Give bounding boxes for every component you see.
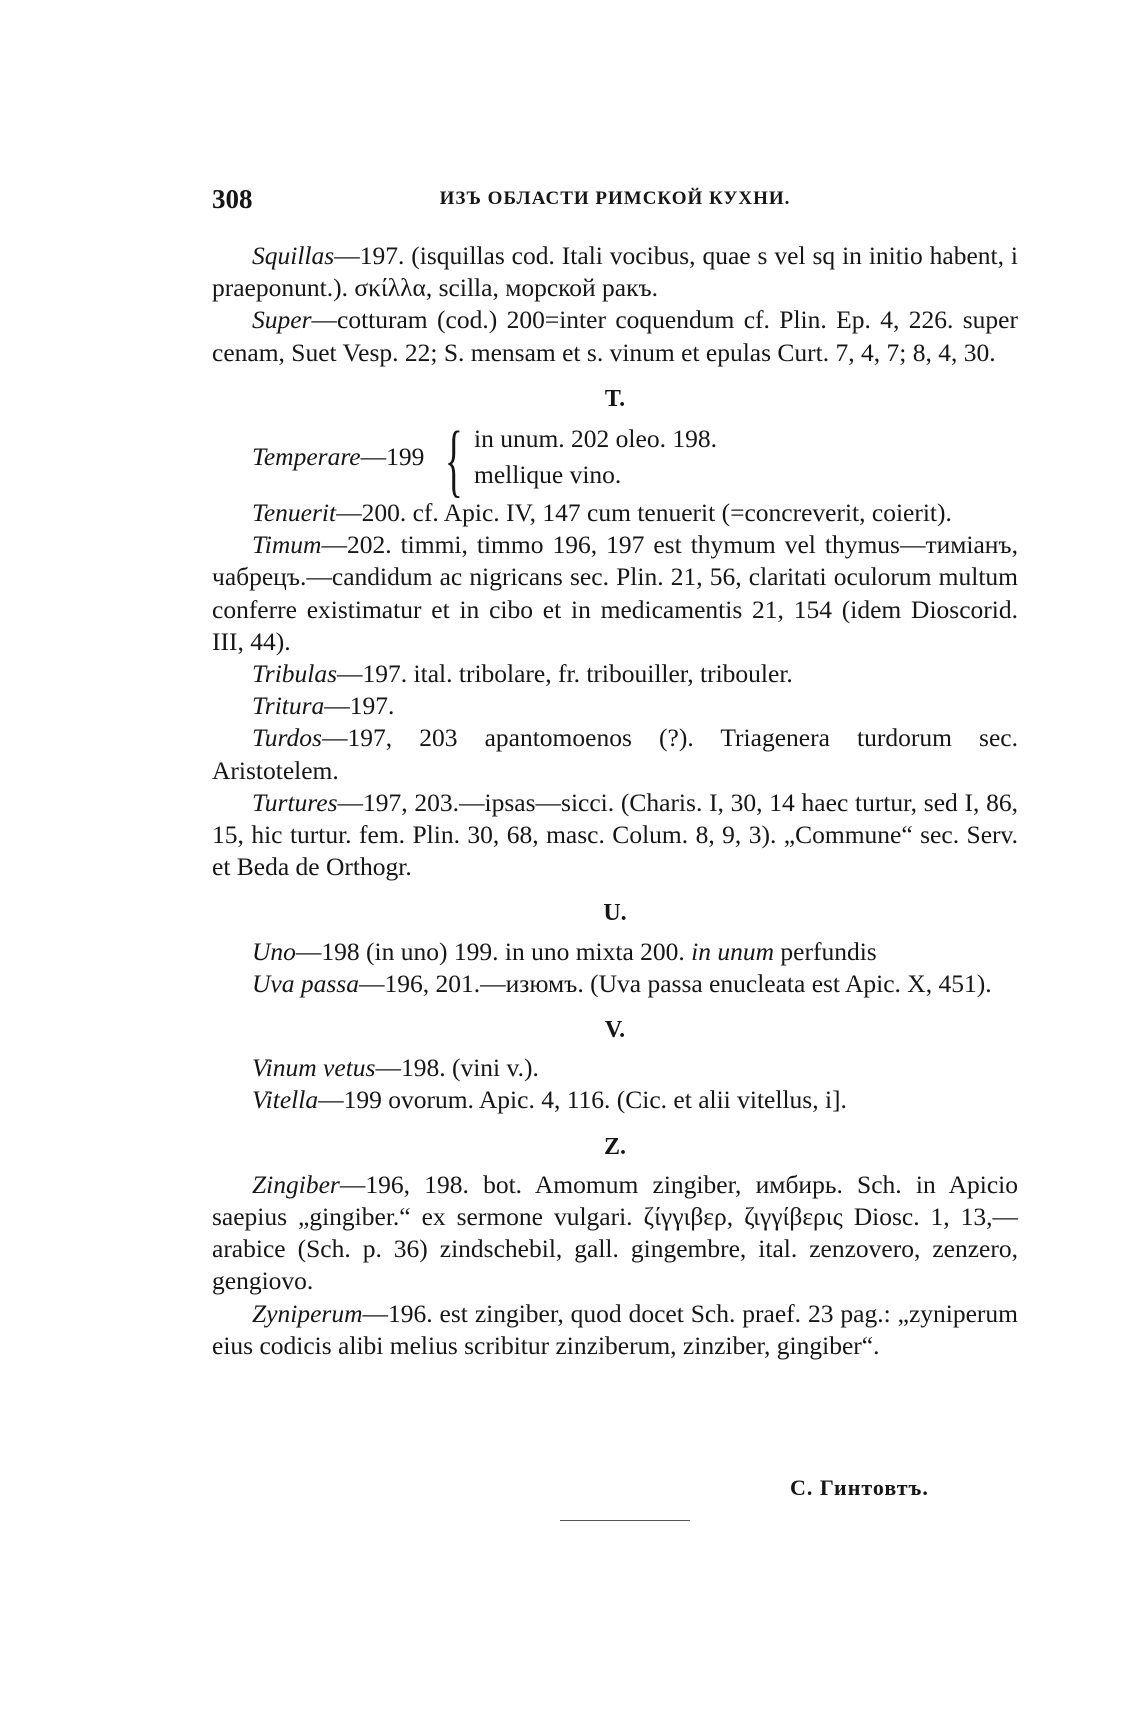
entry-lemma: Zingiber — [252, 1169, 340, 1199]
entry-text: —200. cf. Apic. IV, 147 cum tenuerit (=concreverit, coierit). — [336, 498, 952, 528]
page-header — [212, 184, 1018, 216]
entry-vitella — [212, 1084, 1018, 1116]
author-signature: С. Гинтовтъ. — [790, 1475, 929, 1500]
entry-text: —cotturam (cod.) 200=inter coquendum cf. Plin. Ep. 4, 226. super cenam, Suet Vesp. 22; S. mensam et s. vinum et epulas Curt. 7, 4, 7; 8, 4, 30. — [212, 305, 1018, 367]
entry-text: —199 ovorum. Apic. 4, 116. (Cic. et alii vitellus, i]. — [318, 1085, 847, 1115]
entry-uva-passa — [212, 968, 1018, 1000]
entry-tenuerit — [212, 497, 1018, 529]
section-letter-u: U. — [603, 900, 627, 927]
entry-text: —197. ital. tribolare, fr. tribouiller, tribouler. — [337, 659, 793, 689]
entry-zingiber — [212, 1169, 1018, 1298]
entry-temperare — [212, 414, 1018, 506]
section-letter-z: Z. — [603, 1133, 626, 1160]
entry-text: —197. (isquillas cod. Itali vocibus, quae s vel sq in initio habent, i praeponunt.). σκίλλα, scilla, морской ракъ. — [212, 241, 1018, 303]
entry-lemma: Vinum vetus — [252, 1053, 376, 1083]
entry-text: —202. timmi, timmo 196, 197 est thymum vel thymus—тиміанъ, чабрецъ.—candidum ac nigricans sec. Plin. 21, 56, claritati oculorum multum conferre existimatur et in cibo et in medicamentis 21, 154 (idem Dioscorid. III, 44). — [212, 530, 1018, 656]
brace-glyph: { — [445, 414, 463, 506]
entry-zyniperum — [212, 1298, 1018, 1362]
entry-lemma: Uno — [252, 936, 296, 966]
entry-text: —197, 203 apantomoenos (?). Triagenera turdorum sec. Aristotelem. — [212, 723, 1018, 785]
entry-text: —198 (in uno) 199. in uno mixta 200. — [295, 936, 692, 966]
entry-lemma: Super — [252, 305, 312, 335]
entry-lemma: Zyniperum — [252, 1298, 363, 1328]
entry-super — [212, 304, 1018, 368]
entry-ref: —199 — [360, 442, 425, 472]
entry-text: perfundis — [774, 936, 877, 966]
entry-lemma-line — [252, 441, 424, 473]
entry-lemma: Turdos — [252, 723, 322, 753]
entry-lemma: Turtures — [252, 787, 338, 817]
entry-turtures — [212, 787, 1018, 884]
entry-lemma: Squillas — [252, 241, 335, 270]
entry-vinum-vetus — [212, 1052, 1018, 1084]
running-title: ИЗЪ ОБЛАСТИ РИМСКОЙ КУХНИ. — [439, 188, 791, 209]
entry-lemma: Timum — [252, 530, 322, 560]
entry-lemma: Vitella — [252, 1085, 319, 1115]
entry-text: —196, 201.—изюмъ. (Uva passa enucleata est Apic. X, 451). — [358, 968, 992, 998]
section-letter-t: T. — [604, 385, 626, 412]
entry-tribulas — [212, 658, 1018, 690]
entry-text: —197, 203.—ipsas—sicci. (Charis. I, 30, 14 haec turtur, sed I, 86, 15, hic turtur. fem. Plin. 30, 68, masc. Colum. 8, 9, 3). „Commune“ sec. Serv. et Beda de Orthogr. — [212, 787, 1018, 882]
entry-turdos — [212, 722, 1018, 786]
page-number: 308 — [212, 184, 253, 214]
entry-lemma: Tribulas — [252, 659, 338, 689]
entry-lemma: Tenuerit — [252, 498, 337, 528]
entry-text: —196. est zingiber, quod docet Sch. praef. 23 pag.: „zyniperum eius codicis alibi melius scribitur zinziberum, zinziber, gingiber“. — [212, 1298, 1018, 1360]
entry-lemma: Tritura — [252, 691, 325, 721]
entry-emphasis: in unum — [691, 936, 775, 966]
glossary-text — [212, 240, 1018, 1362]
entry-text: —198. (vini v.). — [375, 1053, 539, 1083]
section-letter-v: V. — [604, 1017, 626, 1044]
entry-timum — [212, 529, 1018, 658]
closing-rule — [560, 1520, 690, 1521]
entry-lemma: Temperare — [252, 442, 361, 472]
entry-alternative-2: mellique vino. — [474, 460, 622, 490]
entry-uno — [212, 936, 1018, 968]
entry-text: —197. — [324, 691, 395, 721]
entry-alternative-1: in unum. 202 oleo. 198. — [474, 424, 717, 454]
entry-squillas — [212, 240, 1018, 304]
entry-text: —196, 198. bot. Amomum zingiber, имбирь. Sch. in Apicio saepius „gingiber.“ ex sermone vulgari. ζίγγιβερ, ζιγγίβερις Diosc. 1, 13,—arabice (Sch. p. 36) zindschebil, gall. gingembre, ital. zenzovero, zenzero, gengiovo. — [212, 1169, 1018, 1296]
entry-lemma: Uva passa — [252, 968, 359, 998]
entry-tritura — [212, 690, 1018, 722]
